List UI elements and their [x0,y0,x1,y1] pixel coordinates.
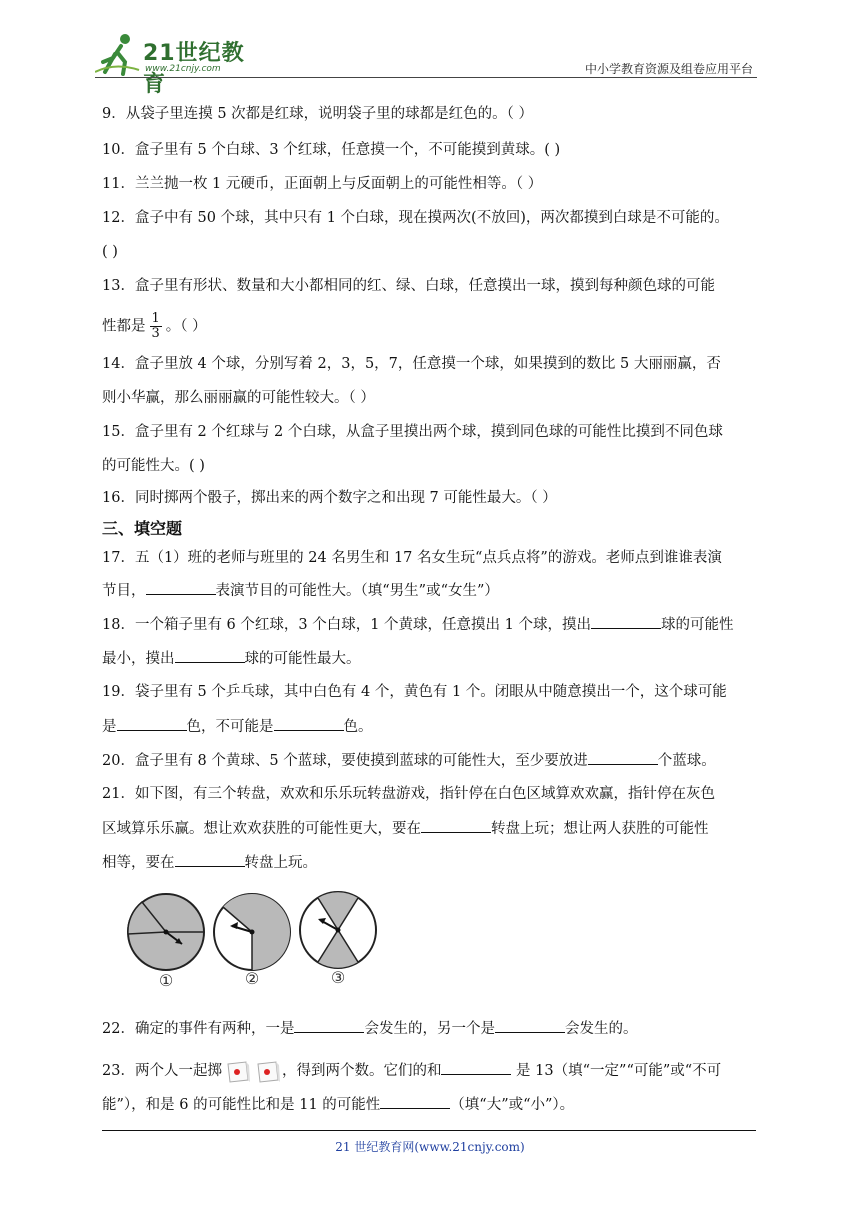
question-11: 11．兰兰抛一枚 1 元硬币，正面朝上与反面朝上的可能性相等。（ ） [102,176,543,192]
spinner-1 [128,894,204,970]
q18-pre: 18．一个箱子里有 6 个红球，3 个白球，1 个黄球，任意摸出 1 个球，摸出 [102,617,592,633]
spinner-label-1: ① [158,971,174,990]
q22-mid: 会发生的，另一个是 [364,1021,495,1037]
question-18-line2 [102,648,361,669]
question-16: 16．同时掷两个骰子，掷出来的两个数字之和出现 7 可能性最大。（ ） [102,490,557,506]
section-title-fill-in: 三、填空题 [102,519,183,538]
question-17-line2 [102,580,499,601]
q21-pre3: 相等，要在 [102,855,175,871]
logo-text: 21世纪教育 [143,41,245,97]
logo-url: www.21cnjy.com [145,64,221,74]
answer-blank[interactable] [274,716,344,731]
question-13-line1: 13．盒子里有形状、数量和大小都相同的红、绿、白球，任意摸出一球，摸到每种颜色球的可能 [102,278,715,294]
spinner-label-2: ② [244,969,260,988]
q17-post: 表演节目的可能性大。（填“男生”或“女生”） [215,583,499,599]
question-12-line1: 12．盒子中有 50 个球，其中只有 1 个白球，现在摸两次(不放回)，两次都摸到白球是不可能的。 [102,210,729,226]
q18-post2: 球的可能性最大。 [244,651,361,667]
spinner-label-3: ③ [330,968,346,987]
q23-mid: ，得到两个数。它们的和 [281,1063,442,1079]
question-10: 10．盒子里有 5 个白球、3 个红球，任意摸一个，不可能摸到黄球。( ) [102,142,561,158]
question-15-line1: 15．盒子里有 2 个红球与 2 个白球，从盒子里摸出两个球，摸到同色球的可能性比摸到不同色球 [102,424,723,440]
q18-pre2: 最小，摸出 [102,651,175,667]
spinner-figure [122,886,384,990]
answer-blank[interactable] [495,1018,565,1033]
fraction-denominator: 3 [151,326,160,341]
q23-post: 是 13（填“一定”“可能”或“不可 [511,1063,722,1079]
q20-post: 个蓝球。 [657,753,716,769]
question-14-line2: 则小华赢，那么丽丽赢的可能性较大。（ ） [102,390,375,406]
site-logo [95,32,265,97]
answer-blank[interactable] [380,1094,450,1109]
platform-name: 中小学教育资源及组卷应用平台 [584,62,753,76]
q13-post: 。（ ） [165,318,207,335]
running-man-icon [95,32,141,76]
q19-a: 是 [102,719,117,735]
q23-post2: （填“大”或“小”）。 [450,1097,575,1113]
question-12-line2: ( ) [102,244,118,260]
q23-pre: 23．两个人一起掷 [102,1063,222,1079]
answer-blank[interactable] [588,750,658,765]
fraction-one-third [150,312,162,341]
q22-pre: 22．确定的事件有两种，一是 [102,1021,295,1037]
q21-pre: 区域算乐乐赢。想让欢欢获胜的可能性更大，要在 [102,821,421,837]
q22-post: 会发生的。 [564,1021,638,1037]
page-header [95,30,757,97]
q19-c: 色。 [343,719,373,735]
question-18-line1 [102,614,734,635]
spinner-2 [214,894,290,970]
question-19-line2 [102,716,373,737]
footer-divider [102,1130,756,1131]
answer-blank[interactable] [441,1060,511,1075]
q21-post3: 转盘上玩。 [244,855,317,871]
q20-pre: 20．盒子里有 8 个黄球、5 个蓝球，要使摸到蓝球的可能性大，至少要放进 [102,753,588,769]
q17-pre: 节目， [102,583,146,599]
dice-icon [254,1058,280,1084]
question-15-line2: 的可能性大。( ) [102,458,205,474]
answer-blank[interactable] [175,648,245,663]
question-13-line2 [102,312,207,341]
question-14-line1: 14．盒子里放 4 个球，分别写着 2，3，5，7，任意摸一个球，如果摸到的数比 5 大丽丽赢，否 [102,356,721,372]
question-21-line3 [102,852,317,873]
answer-blank[interactable] [117,716,187,731]
question-22 [102,1018,637,1039]
fraction-numerator: 1 [151,311,160,326]
q23-pre2: 能”），和是 6 的可能性比和是 11 的可能性 [102,1097,381,1113]
q18-post: 球的可能性 [661,617,734,633]
question-23-line1 [102,1058,721,1084]
question-20 [102,750,716,771]
header-divider [95,77,757,78]
q21-post: 转盘上玩；想让两人获胜的可能性 [491,821,709,837]
question-19-line1: 19．袋子里有 5 个乒乓球，其中白色有 4 个，黄色有 1 个。闭眼从中随意摸出一个，这个球可能 [102,684,727,700]
answer-blank[interactable] [146,580,216,595]
question-21-line2 [102,818,709,839]
question-17-line1: 17．五（1）班的老师与班里的 24 名男生和 17 名女生玩“点兵点将”的游戏。老师点到谁谁表演 [102,550,722,566]
question-9: 9．从袋子里连摸 5 次都是红球，说明袋子里的球都是红色的。（ ） [102,106,534,122]
spinner-3 [300,892,376,968]
dice-icon [224,1058,250,1084]
answer-blank[interactable] [175,852,245,867]
answer-blank[interactable] [591,614,661,629]
q13-pre: 性都是 [102,318,146,335]
question-21-line1: 21．如下图，有三个转盘，欢欢和乐乐玩转盘游戏，指针停在白色区域算欢欢赢，指针停在灰色 [102,786,715,802]
answer-blank[interactable] [421,818,491,833]
q19-b: 色，不可能是 [186,719,274,735]
question-23-line2 [102,1094,574,1115]
page-footer: 21 世纪教育网(www.21cnjy.com) [335,1140,525,1154]
answer-blank[interactable] [294,1018,364,1033]
